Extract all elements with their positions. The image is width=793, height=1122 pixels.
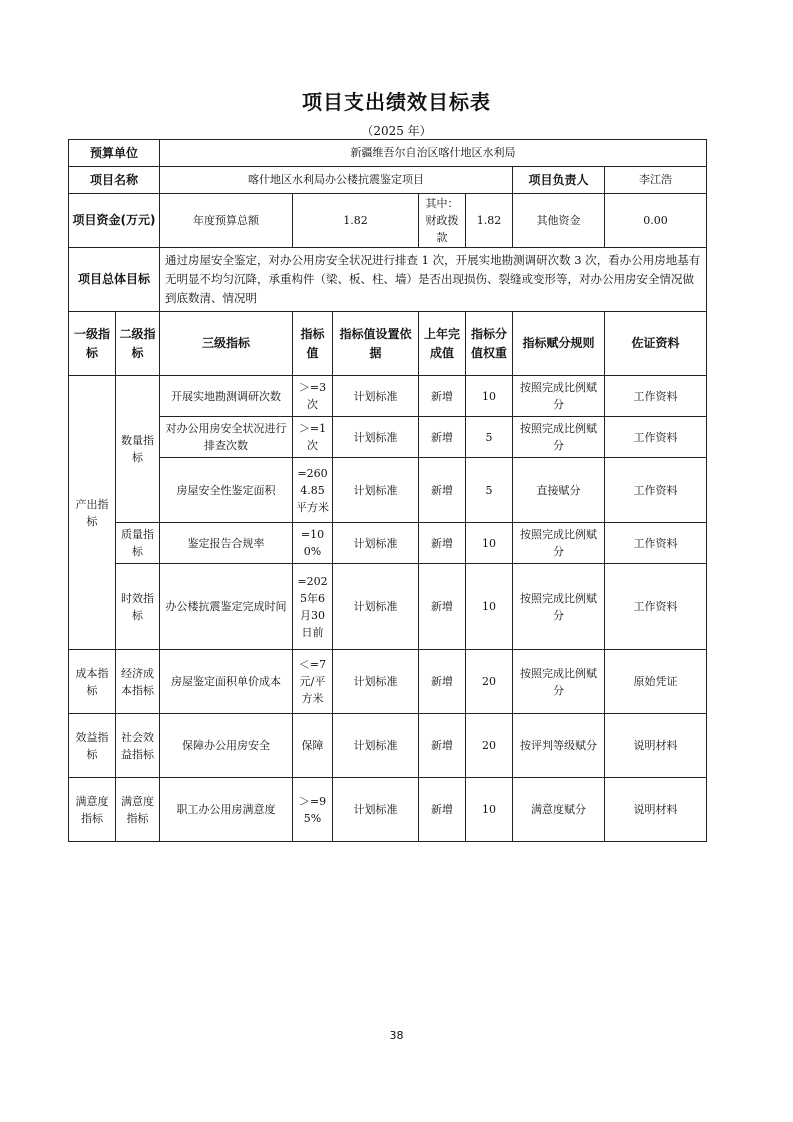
budget-unit-label: 预算单位	[69, 140, 160, 167]
table-row	[69, 778, 707, 842]
indicator-value: ＞=3次	[293, 376, 333, 417]
indicator-weight: 10	[466, 376, 513, 417]
overall-goal-label: 项目总体目标	[69, 248, 160, 312]
table-header-row	[69, 312, 707, 376]
annual-budget-value: 1.82	[293, 194, 419, 248]
header-rule: 指标赋分规则	[513, 312, 605, 376]
indicator-weight: 10	[466, 564, 513, 650]
group-timeliness: 时效指标	[116, 564, 160, 650]
fiscal-allocation-label: 其中：财政拨款	[419, 194, 466, 248]
page-title: 项目支出绩效目标表	[302, 90, 491, 114]
overall-goal-row	[69, 248, 707, 312]
other-funds-value: 0.00	[605, 194, 707, 248]
indicator-name: 房屋安全性鉴定面积	[160, 458, 293, 523]
group-satisfaction: 满意度指标	[69, 778, 116, 842]
indicator-rule: 按照完成比例赋分	[513, 650, 605, 714]
table-row	[69, 458, 707, 523]
group-satisfaction-sub: 满意度指标	[116, 778, 160, 842]
indicator-name: 鉴定报告合规率	[160, 523, 293, 564]
indicator-rule: 按照完成比例赋分	[513, 376, 605, 417]
indicator-basis: 计划标准	[333, 376, 419, 417]
annual-budget-label: 年度预算总额	[160, 194, 293, 248]
table-row	[69, 650, 707, 714]
group-economic-cost: 经济成本指标	[116, 650, 160, 714]
group-quantity: 数量指标	[116, 376, 160, 523]
indicator-last-year: 新增	[419, 523, 466, 564]
indicator-last-year: 新增	[419, 376, 466, 417]
indicator-evidence: 说明材料	[605, 714, 707, 778]
indicator-basis: 计划标准	[333, 778, 419, 842]
indicator-evidence: 工作资料	[605, 458, 707, 523]
indicator-evidence: 说明材料	[605, 778, 707, 842]
indicator-name: 职工办公用房满意度	[160, 778, 293, 842]
indicator-last-year: 新增	[419, 564, 466, 650]
indicator-evidence: 工作资料	[605, 417, 707, 458]
indicator-weight: 5	[466, 458, 513, 523]
header-last-year: 上年完成值	[419, 312, 466, 376]
table-row	[69, 417, 707, 458]
indicator-rule: 直接赋分	[513, 458, 605, 523]
group-output: 产出指标	[69, 376, 116, 650]
indicator-value: ＜=7元/平方米	[293, 650, 333, 714]
indicator-last-year: 新增	[419, 650, 466, 714]
project-name-label: 项目名称	[69, 167, 160, 194]
indicator-evidence: 工作资料	[605, 564, 707, 650]
indicator-weight: 10	[466, 523, 513, 564]
indicator-last-year: 新增	[419, 778, 466, 842]
indicator-basis: 计划标准	[333, 417, 419, 458]
indicator-weight: 20	[466, 650, 513, 714]
group-quality: 质量指标	[116, 523, 160, 564]
indicator-rule: 按照完成比例赋分	[513, 417, 605, 458]
overall-goal-text: 通过房屋安全鉴定，对办公用房安全状况进行排查 1 次，开展实地勘测调研次数 3 次，看办公用房地基有无明显不均匀沉降，承重构件（梁、板、柱、墙）是否出现损伤、裂缝或变形等，对办公用房安全情况做到底数清、情况明	[160, 248, 707, 312]
project-funds-row	[69, 194, 707, 248]
indicator-name: 保障办公用房安全	[160, 714, 293, 778]
project-funds-label: 项目资金(万元)	[69, 194, 160, 248]
indicator-value: ＞=95%	[293, 778, 333, 842]
indicator-last-year: 新增	[419, 714, 466, 778]
indicator-value: =2025年6月30日前	[293, 564, 333, 650]
header-basis: 指标值设置依据	[333, 312, 419, 376]
header-level2: 二级指标	[116, 312, 160, 376]
project-leader-label: 项目负责人	[513, 167, 605, 194]
project-name-value: 喀什地区水利局办公楼抗震鉴定项目	[160, 167, 513, 194]
indicator-rule: 满意度赋分	[513, 778, 605, 842]
indicator-rule: 按评判等级赋分	[513, 714, 605, 778]
indicator-basis: 计划标准	[333, 564, 419, 650]
indicator-weight: 10	[466, 778, 513, 842]
indicator-basis: 计划标准	[333, 714, 419, 778]
indicator-name: 对办公用房安全状况进行排查次数	[160, 417, 293, 458]
table-row	[69, 564, 707, 650]
indicator-rule: 按照完成比例赋分	[513, 564, 605, 650]
indicator-basis: 计划标准	[333, 650, 419, 714]
page-number: 38	[389, 1029, 404, 1042]
header-evidence: 佐证资料	[605, 312, 707, 376]
group-benefit: 效益指标	[69, 714, 116, 778]
indicator-value: 保障	[293, 714, 333, 778]
other-funds-label: 其他资金	[513, 194, 605, 248]
year-label: （2025 年）	[361, 124, 432, 138]
indicator-last-year: 新增	[419, 417, 466, 458]
indicator-basis: 计划标准	[333, 523, 419, 564]
group-cost: 成本指标	[69, 650, 116, 714]
indicator-evidence: 原始凭证	[605, 650, 707, 714]
header-value: 指标值	[293, 312, 333, 376]
group-social-benefit: 社会效益指标	[116, 714, 160, 778]
indicator-name: 办公楼抗震鉴定完成时间	[160, 564, 293, 650]
table-row	[69, 376, 707, 417]
indicator-value: ＞=1次	[293, 417, 333, 458]
fiscal-allocation-value: 1.82	[466, 194, 513, 248]
indicator-rule: 按照完成比例赋分	[513, 523, 605, 564]
project-name-row	[69, 167, 707, 194]
header-level3: 三级指标	[160, 312, 293, 376]
header-level1: 一级指标	[69, 312, 116, 376]
indicator-last-year: 新增	[419, 458, 466, 523]
budget-unit-row	[69, 140, 707, 167]
indicator-name: 开展实地勘测调研次数	[160, 376, 293, 417]
indicator-evidence: 工作资料	[605, 376, 707, 417]
indicator-basis: 计划标准	[333, 458, 419, 523]
indicator-evidence: 工作资料	[605, 523, 707, 564]
project-leader-value: 李江浩	[605, 167, 707, 194]
indicator-name: 房屋鉴定面积单价成本	[160, 650, 293, 714]
table-row	[69, 523, 707, 564]
indicator-weight: 20	[466, 714, 513, 778]
indicator-value: =100%	[293, 523, 333, 564]
header-weight: 指标分值权重	[466, 312, 513, 376]
indicator-weight: 5	[466, 417, 513, 458]
performance-target-table	[68, 139, 707, 842]
table-row	[69, 714, 707, 778]
indicator-value: =2604.85 平方米	[293, 458, 333, 523]
budget-unit-value: 新疆维吾尔自治区喀什地区水利局	[160, 140, 707, 167]
